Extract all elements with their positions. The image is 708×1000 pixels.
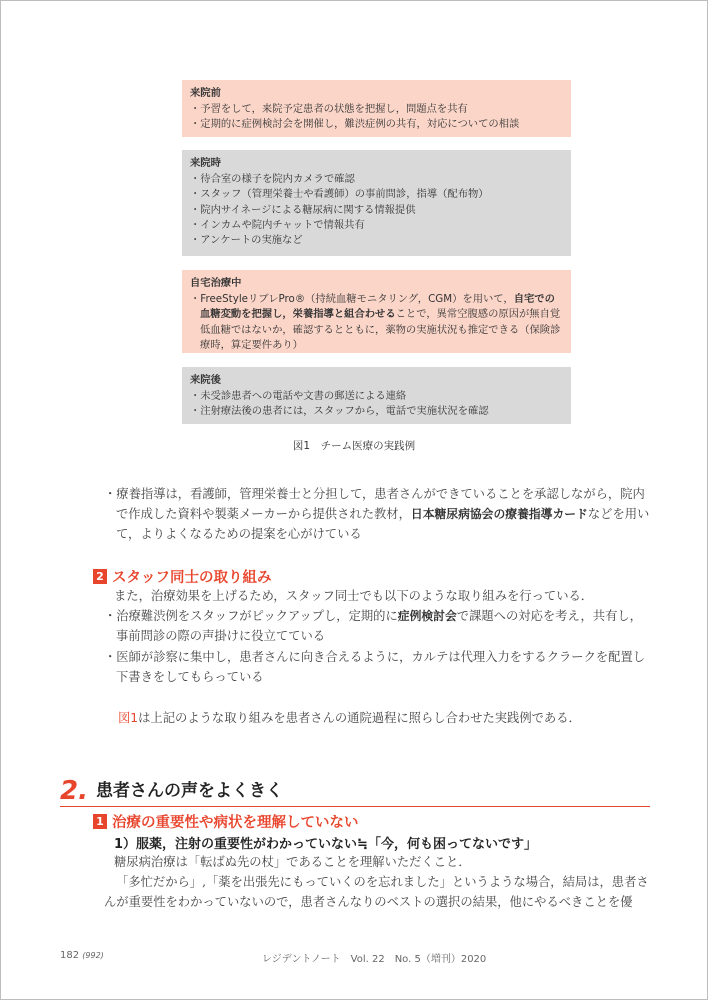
figure-link[interactable]: 図1: [118, 711, 139, 725]
figure-box-after-visit: [182, 367, 571, 424]
box-item: ・定期的に症例検討会を開催し，難渋症例の共有，対応についての相談: [190, 118, 520, 131]
subheading-number: 1: [93, 814, 107, 829]
box-item: ・未受診患者への電話や文書の郵送による連絡: [190, 390, 407, 403]
paragraph-text: で課題への対応を考え，共有し，事前問診の際の声掛けに役立てている: [116, 609, 642, 644]
box-item: ・注射療法後の患者には，スタッフから，電話で実施状況を確認: [190, 405, 489, 418]
journal-title: レジデントノート Vol. 22 No. 5（増刊）2020: [262, 954, 487, 965]
subheading-staff: [93, 566, 272, 587]
figure-caption: 図1 チーム医療の実践例: [292, 440, 416, 452]
section-title: 患者さんの声をよくきく: [95, 781, 283, 801]
box-item-bold: 自宅での血糖変動を把握し，栄養指導と組合わせる: [200, 293, 555, 321]
paragraph-text: などを用いて，よりよくなるための提案を心がけている: [116, 507, 650, 542]
page-number-text: 182: [60, 950, 80, 961]
subheading-title: 治療の重要性や病状を理解していない: [112, 815, 359, 831]
paragraph-case-review: [104, 606, 650, 646]
box-heading: 自宅治療中: [190, 277, 242, 289]
page-number: [60, 950, 104, 961]
paragraph-text: ・療養指導は，看護師，管理栄養士と分担して，患者さんができていることを承認しながら，院内で作成した資料や製薬メーカーから提供された教材，: [104, 487, 645, 522]
section-number: 2.: [60, 776, 88, 806]
paragraph-busy: 「多忙だから」,「薬を出張先にもっていくのを忘れました」というような場合，結局は，患者さんが重要性をわかっていないので，患者さんなりのベストの選択の結果，他にやるべきことを優: [104, 875, 649, 910]
section-heading: [60, 768, 650, 807]
box-item: ・インカムや院内チャットで情報共有: [190, 218, 365, 231]
page-number-alt: (992): [82, 951, 104, 960]
subheading-understanding: [93, 811, 359, 832]
paragraph-clerk: ・医師が診察に集中し，患者さんに向き合えるように，カルテは代理入力をするクラークを配置し下書きをしてもらっている: [104, 650, 646, 685]
box-heading: 来院時: [190, 157, 221, 169]
subheading-title: スタッフ同士の取り組み: [112, 570, 272, 586]
box-heading: 来院前: [190, 87, 221, 99]
box-item-text: ことで，異常空腹感の原因が無自覚低血糖ではないか，確認するとともに，薬物の実施状況も推定できる（保険診療時，算定要件あり）: [200, 308, 561, 351]
figure-box-visit: [182, 150, 571, 256]
box-item: ・予習をして，来院予定患者の状態を把握し，問題点を共有: [190, 103, 468, 116]
box-item: ・アンケートの実施など: [190, 234, 303, 247]
paragraph-emphasis: 日本糖尿病協会の療養指導カード: [410, 507, 588, 522]
box-item: ・スタッフ（管理栄養士や看護師）の事前問診，指導（配布物）: [190, 188, 489, 201]
paragraph-text: は上記のような取り組みを患者さんの通院過程に照らし合わせた実践例である．: [138, 711, 581, 725]
paragraph-intro: また，治療効果を上げるため，スタッフ同士でも以下のような取り組みを行っている．: [114, 589, 594, 603]
box-item: ・待合室の様子を院内カメラで確認: [190, 173, 355, 186]
paragraph-treatment: 糖尿病治療は「転ばぬ先の杖」であることを理解いただくこと．: [114, 855, 471, 869]
box-item: [190, 292, 563, 353]
paragraph-emphasis: 症例検討会: [397, 609, 457, 623]
figure-box-before-visit: [182, 80, 571, 137]
box-item-text: ・FreeStyleリブレPro®（持続血糖モニタリング，CGM）を用いて，: [190, 293, 514, 306]
question-heading: 1）服薬，注射の重要性がわかっていない≒「今，何も困ってないです」: [114, 837, 537, 852]
box-heading: 来院後: [190, 374, 221, 386]
paragraph-text: ・治療難渋例をスタッフがピックアップし，定期的に: [104, 609, 398, 623]
box-item: ・院内サイネージによる糖尿病に関する情報提供: [190, 203, 416, 216]
paragraph-guidance: [104, 484, 650, 545]
figure-box-home-treatment: [182, 270, 571, 353]
paragraph-figure-ref: [118, 708, 650, 728]
subheading-number: 2: [93, 569, 107, 584]
